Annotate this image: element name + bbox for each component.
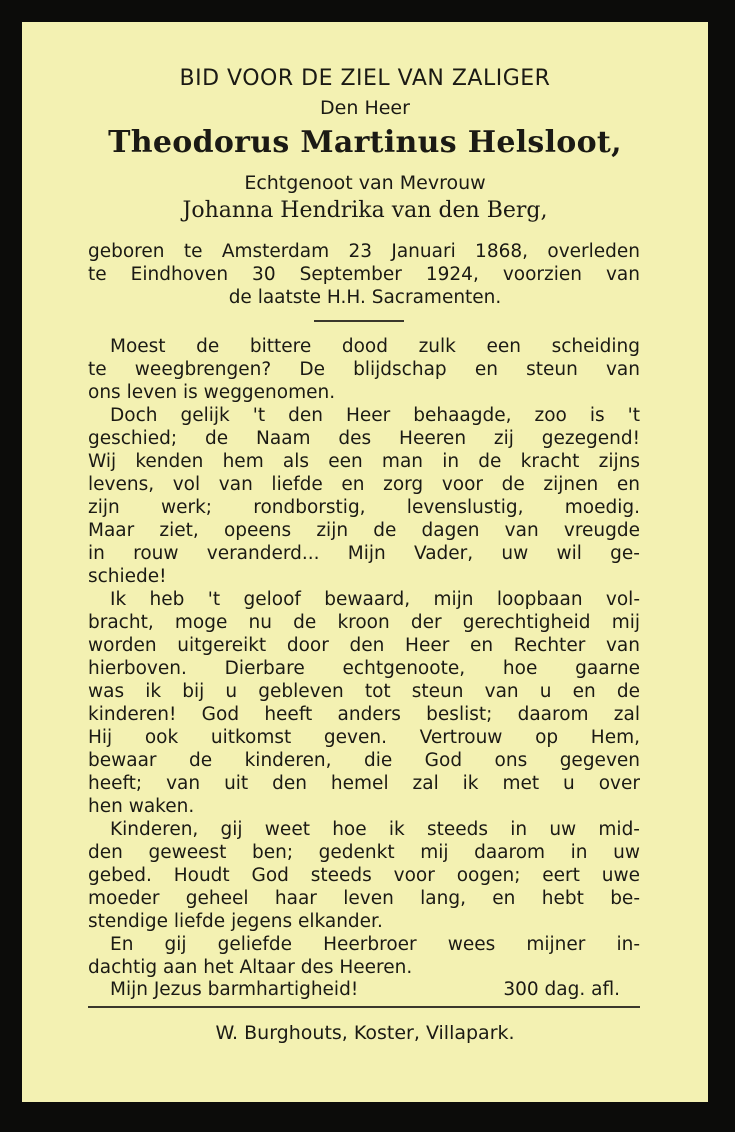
memorial-card [22,22,708,1102]
text-line: hierboven. Dierbare echtgenoote, hoe gaarne [88,658,640,679]
divider-long [88,1006,640,1008]
text-line: kinderen! God heeft anders beslist; daarom zal [88,704,640,725]
closing-line [110,979,640,1000]
text-line: hen waken. [88,796,195,817]
text-line: Kinderen, gij weet hoe ik steeds in uw mid- [110,819,640,840]
text-line: Ik heb 't geloof bewaard, mijn loopbaan vol- [110,589,640,610]
text-line: Hij ook uitkomst geven. Vertrouw op Hem, [88,727,640,748]
deceased-name: Theodorus Martinus Helsloot, [108,125,622,160]
divider-short [314,320,404,322]
title-line: Den Heer [320,97,410,119]
printer-credit: W. Burghouts, Koster, Villapark. [215,1022,515,1044]
text-line: Doch gelijk 't den Heer behaagde, zoo is 't [110,405,640,426]
text-line: En gij geliefde Heerbroer wees mijner in- [110,934,640,955]
text-line: den geweest ben; gedenkt mij daarom in uw [88,842,640,863]
text-line: dachtig aan het Altaar des Heeren. [88,957,413,978]
text-line: ons leven is weggenomen. [88,382,336,403]
text-line: te weegbrengen? De blijdschap en steun van [88,359,640,380]
indulgence-note: 300 dag. afl. [503,979,620,1000]
text-line: bracht, moge nu de kroon der gerechtigheid mij [88,612,640,633]
text-line: gebed. Houdt God steeds voor oogen; eert uwe [88,865,640,886]
text-line: moeder geheel haar leven lang, en hebt be- [88,888,640,909]
birth-death-line: geboren te Amsterdam 23 Januari 1868, overleden [88,241,640,262]
text-line: levens, vol van liefde en zorg voor de zijnen en [88,474,640,495]
text-line: zijn werk; rondborstig, levenslustig, moedig. [88,497,640,518]
birth-death-line: te Eindhoven 30 September 1924, voorzien van [88,264,640,285]
text-line: was ik bij u gebleven tot steun van u en de [88,681,640,702]
prayer-heading: BID VOOR DE ZIEL VAN ZALIGER [179,66,551,91]
text-line: worden uitgereikt door den Heer en Rechter van [88,635,640,656]
text-line: Maar ziet, opeens zijn de dagen van vreugde [88,520,640,541]
text-line: Moest de bittere dood zulk een scheiding [110,336,640,357]
spouse-name: Johanna Hendrika van den Berg, [182,198,548,223]
text-line: in rouw veranderd... Mijn Vader, uw wil ge- [88,543,640,564]
text-line: Wij kenden hem als een man in de kracht zijns [88,451,640,472]
text-line: stendige liefde jegens elkander. [88,911,383,932]
spouse-intro: Echtgenoot van Mevrouw [244,172,486,194]
closing-prayer: Mijn Jezus barmhartigheid! [110,979,359,1000]
birth-death-line: de laatste H.H. Sacramenten. [228,287,502,308]
text-line: schiede! [88,566,167,587]
text-line: geschied; de Naam des Heeren zij gezegend! [88,428,640,449]
text-line: bewaar de kinderen, die God ons gegeven [88,750,640,771]
text-line: heeft; van uit den hemel zal ik met u over [88,773,640,794]
